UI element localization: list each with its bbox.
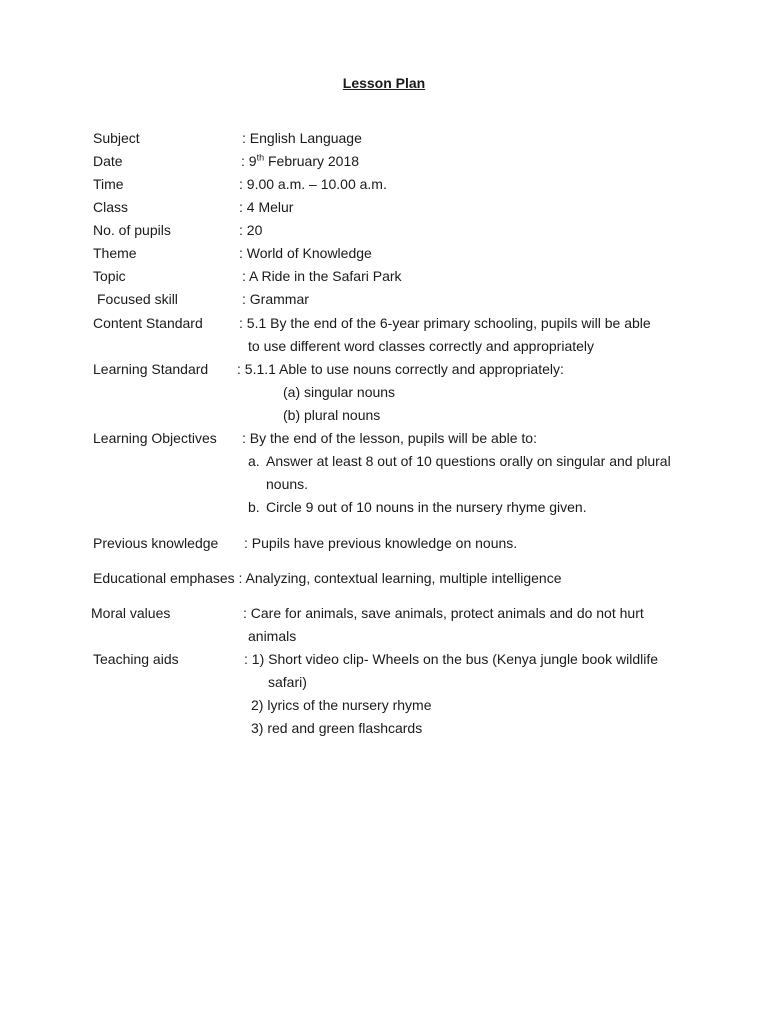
content-standard-line1: : 5.1 By the end of the 6-year primary schooling, pupils will be able [239, 315, 651, 331]
subject-value: : English Language [242, 130, 362, 146]
learning-objectives-intro: : By the end of the lesson, pupils will be able to: [242, 430, 537, 446]
previous-knowledge-value: : Pupils have previous knowledge on nouns. [244, 535, 518, 551]
time-label: Time [93, 176, 124, 192]
date-label: Date [93, 153, 123, 169]
teaching-aid-1-line2: safari) [268, 674, 307, 690]
class-value: : 4 Melur [239, 199, 294, 215]
learning-standard-item: (b) plural nouns [283, 407, 381, 423]
class-label: Class [93, 199, 129, 215]
learning-objectives-label: Learning Objectives [93, 430, 217, 446]
date-value: : 9th February 2018 [241, 152, 360, 169]
focused-skill-value: : Grammar [242, 291, 309, 307]
focused-skill-label: Focused skill [97, 291, 178, 307]
objective-b-line1: Circle 9 out of 10 nouns in the nursery rhyme given. [266, 499, 587, 515]
objective-a-marker: a. [248, 453, 260, 469]
content-standard-line2: to use different word classes correctly and appropriately [248, 338, 595, 354]
teaching-aid-2: 2) lyrics of the nursery rhyme [251, 697, 432, 713]
theme-value: : World of Knowledge [239, 245, 372, 261]
objective-b-marker: b. [248, 499, 260, 515]
teaching-aids-label: Teaching aids [93, 651, 179, 667]
moral-values-line1: : Care for animals, save animals, protect animals and do not hurt [243, 605, 644, 621]
learning-standard-label: Learning Standard [93, 361, 209, 377]
moral-values-line2: animals [248, 628, 297, 644]
content-standard-label: Content Standard [93, 315, 203, 331]
teaching-aid-1-line1: : 1) Short video clip- Wheels on the bus (Kenya jungle book wildlife [244, 651, 658, 667]
topic-value: : A Ride in the Safari Park [242, 268, 402, 284]
moral-values-label: Moral values [91, 605, 171, 621]
teaching-aid-3: 3) red and green flashcards [251, 720, 423, 736]
subject-label: Subject [93, 130, 140, 146]
time-value: : 9.00 a.m. – 10.00 a.m. [239, 176, 387, 192]
previous-knowledge-label: Previous knowledge [93, 535, 219, 551]
objective-a-line1: Answer at least 8 out of 10 questions orally on singular and plural [266, 453, 671, 469]
objective-a-line2: nouns. [266, 476, 309, 492]
topic-label: Topic [93, 268, 126, 284]
pupils-label: No. of pupils [93, 222, 171, 238]
learning-standard-item: (a) singular nouns [283, 384, 396, 400]
pupils-value: : 20 [239, 222, 263, 238]
learning-standard-line1: : 5.1.1 Able to use nouns correctly and appropriately: [237, 361, 564, 377]
theme-label: Theme [93, 245, 137, 261]
page-title: Lesson Plan [342, 75, 426, 91]
educational-emphases-line: Educational emphases : Analyzing, contextual learning, multiple intelligence [93, 570, 562, 586]
